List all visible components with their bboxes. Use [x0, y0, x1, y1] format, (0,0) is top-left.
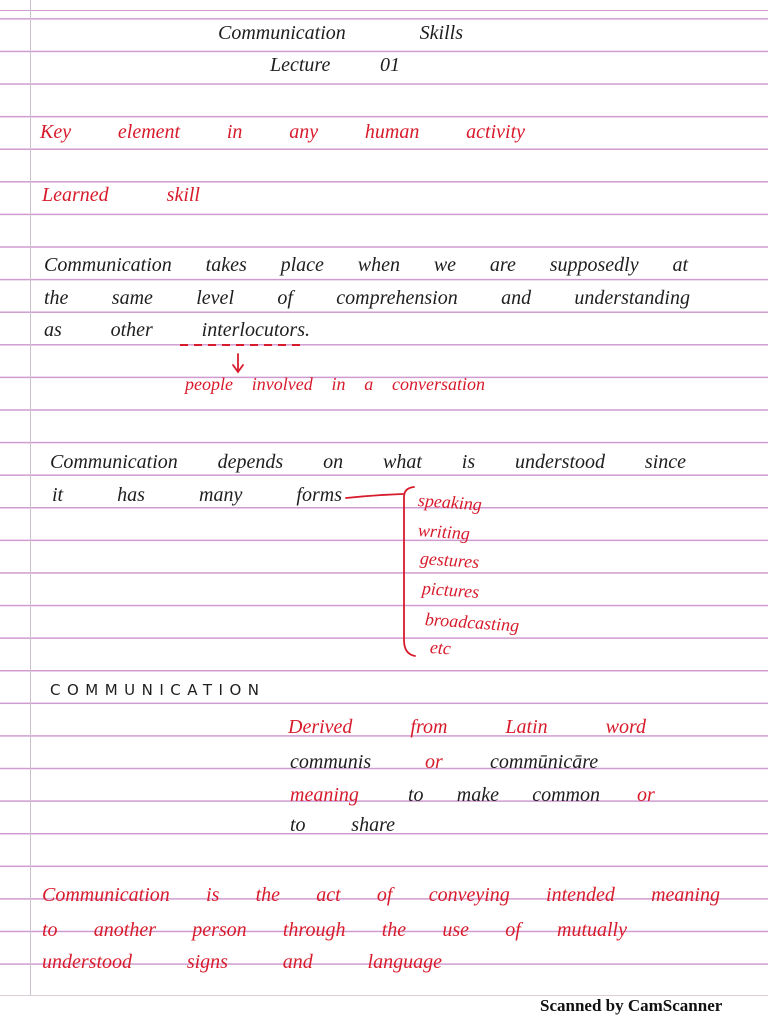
etymology-or-1: or — [425, 751, 443, 773]
latin-word-communicare: commūnicāre — [490, 751, 599, 773]
definition-2-line-3: understood signs and language — [42, 951, 442, 973]
definition-2-line-1: Communication is the act of conveying intended meaning — [42, 884, 720, 906]
form-item-writing: writing — [417, 520, 471, 544]
form-item-pictures: pictures — [421, 578, 480, 602]
definition-1-line-2: the same level of comprehension and understanding — [44, 287, 690, 309]
top-rule-line — [0, 10, 768, 11]
etymology-to-make-common: to make common — [408, 784, 600, 806]
form-item-broadcasting: broadcasting — [424, 609, 520, 636]
scanner-watermark: Scanned by CamScanner — [540, 996, 723, 1015]
page-margin-line — [30, 0, 31, 996]
form-item-speaking: speaking — [417, 490, 483, 515]
definition-1-line-3: as other interlocutors. — [44, 319, 310, 341]
latin-word-communis: communis — [290, 751, 372, 773]
definition-2-line-2: to another person through the use of mutually — [42, 919, 627, 941]
lecture-number: Lecture 01 — [270, 54, 400, 76]
definition-1-line-1: Communication takes place when we are supposedly at — [44, 254, 688, 276]
forms-line-2: it has many forms — [52, 484, 342, 506]
etymology-derived: Derived from Latin word — [288, 716, 646, 738]
etymology-or-2: or — [637, 784, 655, 806]
etymology-meaning-label: meaning — [290, 784, 359, 806]
note-learned-skill: Learned skill — [42, 184, 200, 206]
etymology-heading: COMMUNICATION — [50, 681, 266, 699]
forms-line-1: Communication depends on what is understood since — [50, 451, 686, 473]
form-item-gestures: gestures — [419, 548, 480, 573]
etymology-to-share: to share — [290, 814, 395, 836]
note-key-element: Key element in any human activity — [40, 121, 525, 143]
interlocutors-note: people involved in a conversation — [185, 374, 485, 394]
form-item-etc: etc — [429, 637, 452, 659]
page-title: Communication Skills — [218, 22, 463, 44]
